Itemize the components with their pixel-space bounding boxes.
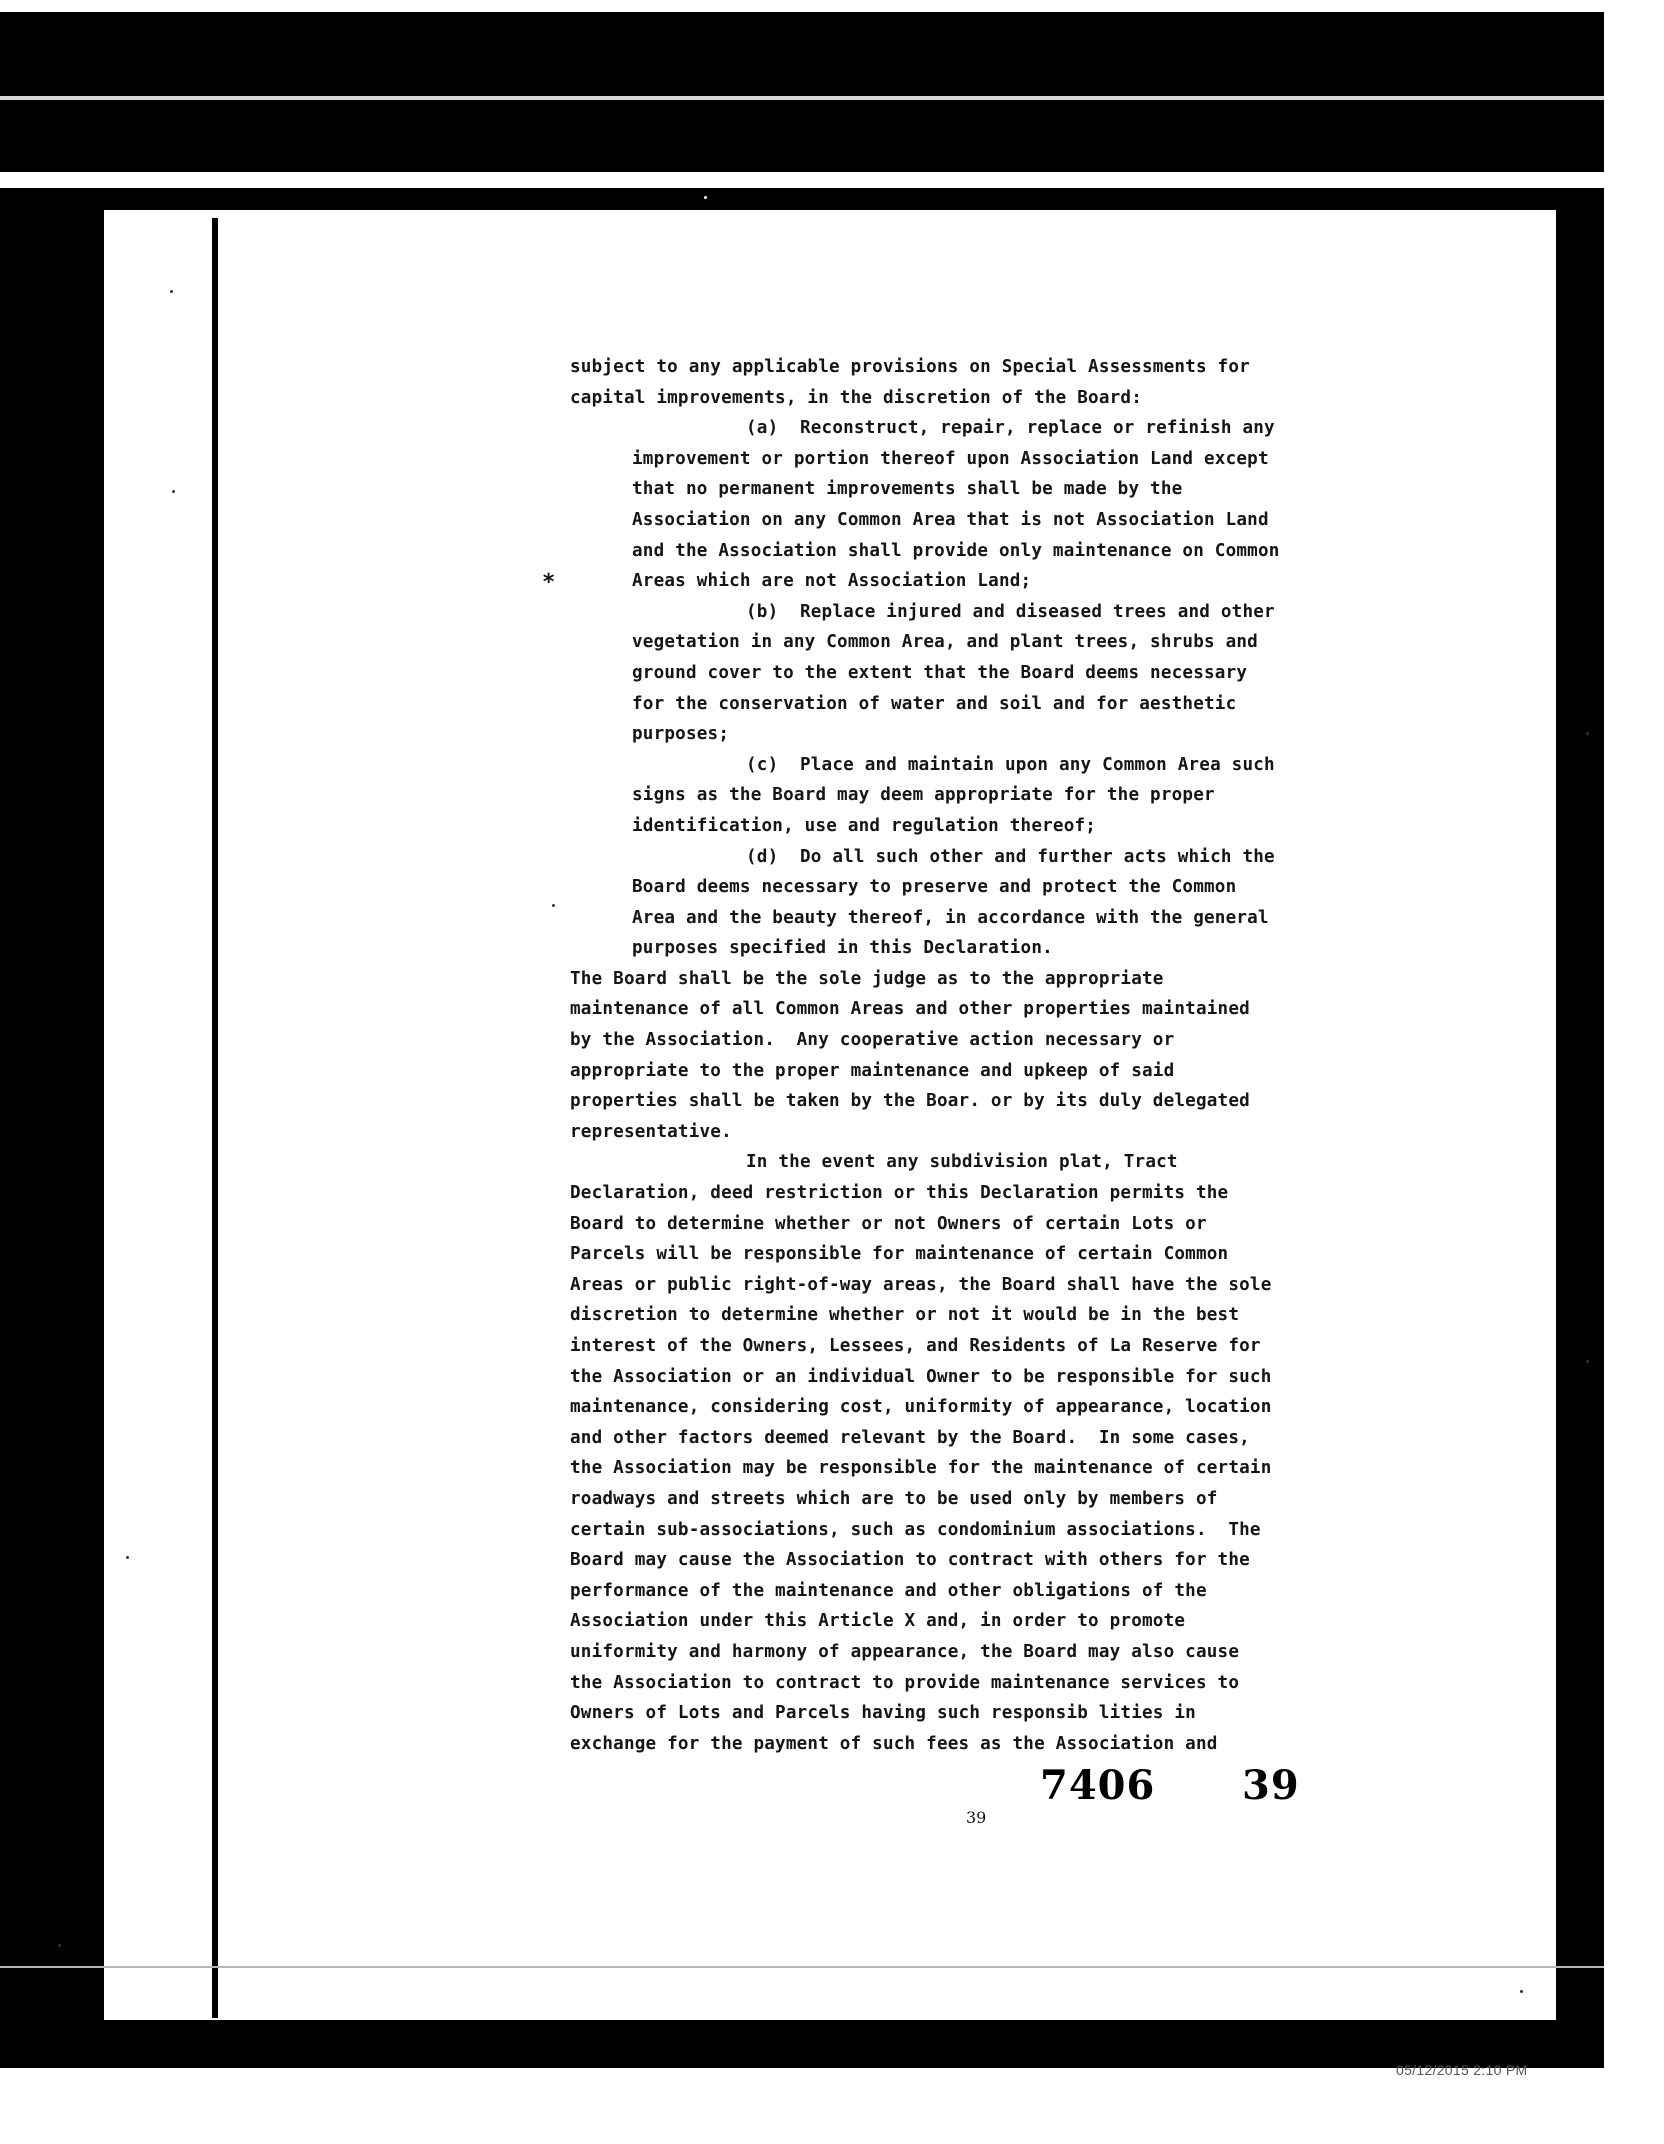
scan-speck: [58, 1944, 61, 1947]
scan-border-top: [0, 12, 1604, 96]
document-line: appropriate to the proper maintenance and upkeep of said: [570, 1060, 1175, 1081]
scan-rule: [0, 1966, 1604, 1968]
document-line: discretion to determine whether or not it would be in the best: [570, 1305, 1240, 1326]
scan-speck: [172, 490, 175, 493]
document-line: and the Association shall provide only maintenance on Common: [632, 540, 1280, 561]
scan-speck: [1586, 1360, 1589, 1363]
document-line: performance of the maintenance and other obligations of the: [570, 1580, 1207, 1601]
document-line: and other factors deemed relevant by the Board. In some cases,: [570, 1427, 1250, 1448]
document-line: the Association may be responsible for the maintenance of certain: [570, 1458, 1272, 1479]
scan-speck: [1520, 1990, 1523, 1993]
document-line: (d) Do all such other and further acts which the: [746, 846, 1275, 867]
document-line: the Association to contract to provide maintenance services to: [570, 1672, 1240, 1693]
document-line: roadways and streets which are to be used only by members of: [570, 1488, 1218, 1509]
scan-speck: [1586, 732, 1589, 735]
recording-stamp-page: 39: [1242, 1762, 1300, 1809]
document-line: subject to any applicable provisions on Special Assessments for: [570, 357, 1250, 377]
print-timestamp: 05/12/2015 2:10 PM: [1396, 2062, 1528, 2078]
document-line: the Association or an individual Owner to be responsible for such: [570, 1366, 1272, 1387]
document-line: Board deems necessary to preserve and protect the Common: [632, 877, 1237, 898]
document-line: Board to determine whether or not Owners of certain Lots or: [570, 1213, 1207, 1234]
scan-speck: [126, 1556, 129, 1559]
scan-border-second: [0, 100, 1604, 172]
document-line: Association on any Common Area that is not Association Land: [632, 509, 1269, 530]
page-number: 39: [966, 1808, 987, 1827]
document-line: purposes specified in this Declaration.: [632, 938, 1053, 959]
document-line: maintenance, considering cost, uniformity of appearance, location: [570, 1397, 1272, 1418]
document-line: The Board shall be the sole judge as to the appropriate: [570, 968, 1164, 989]
document-line: for the conservation of water and soil and for aesthetic: [632, 693, 1237, 714]
document-line: that no permanent improvements shall be made by the: [632, 479, 1183, 500]
binding-line: [212, 218, 218, 2018]
scan-speck: [552, 904, 555, 907]
recording-stamp-volume: 7406: [1040, 1762, 1156, 1809]
scan-speck: [170, 290, 173, 293]
document-line: uniformity and harmony of appearance, the Board may also cause: [570, 1641, 1240, 1662]
document-line: Areas which are not Association Land;: [632, 571, 1032, 592]
scan-frame-left: [0, 188, 104, 2068]
document-line: improvement or portion thereof upon Association Land except: [632, 448, 1269, 469]
document-line: purposes;: [632, 724, 730, 745]
document-line: ground cover to the extent that the Board deems necessary: [632, 662, 1248, 683]
scan-frame-top: [0, 188, 1604, 210]
document-line: representative.: [570, 1121, 732, 1142]
document-line: interest of the Owners, Lessees, and Residents of La Reserve for: [570, 1336, 1261, 1356]
document-line: exchange for the payment of such fees as the Association and: [570, 1733, 1218, 1754]
document-line: Parcels will be responsible for maintenance of certain Common: [570, 1244, 1229, 1265]
scan-frame-bottom: [0, 2020, 1604, 2068]
scan-speck: [704, 196, 707, 199]
document-line: (a) Reconstruct, repair, replace or refinish any: [746, 418, 1275, 439]
document-line: maintenance of all Common Areas and other properties maintained: [570, 999, 1250, 1020]
document-body: [570, 352, 1390, 1759]
document-line: Owners of Lots and Parcels having such responsib lities in: [570, 1703, 1196, 1724]
margin-mark: *: [542, 570, 556, 595]
document-line: Areas or public right-of-way areas, the Board shall have the sole: [570, 1274, 1272, 1295]
document-line: (c) Place and maintain upon any Common Area such: [746, 754, 1275, 775]
document-line: certain sub-associations, such as condominium associations. The: [570, 1519, 1261, 1540]
document-line: capital improvements, in the discretion of the Board:: [570, 387, 1142, 408]
document-line: properties shall be taken by the Boar. or by its duly delegated: [570, 1091, 1250, 1112]
document-line: Board may cause the Association to contract with others for the: [570, 1550, 1250, 1571]
document-line: Area and the beauty thereof, in accordance with the general: [632, 907, 1269, 928]
scan-frame-right: [1556, 188, 1604, 2068]
document-line: (b) Replace injured and diseased trees and other: [746, 601, 1275, 622]
document-line: Association under this Article X and, in order to promote: [570, 1611, 1186, 1632]
document-line: identification, use and regulation thereof;: [632, 815, 1097, 836]
document-line: by the Association. Any cooperative action necessary or: [570, 1030, 1175, 1051]
document-line: vegetation in any Common Area, and plant trees, shrubs and: [632, 632, 1258, 653]
document-line: Declaration, deed restriction or this Declaration permits the: [570, 1183, 1229, 1204]
document-line: In the event any subdivision plat, Tract: [746, 1152, 1178, 1173]
document-line: signs as the Board may deem appropriate for the proper: [632, 785, 1215, 806]
